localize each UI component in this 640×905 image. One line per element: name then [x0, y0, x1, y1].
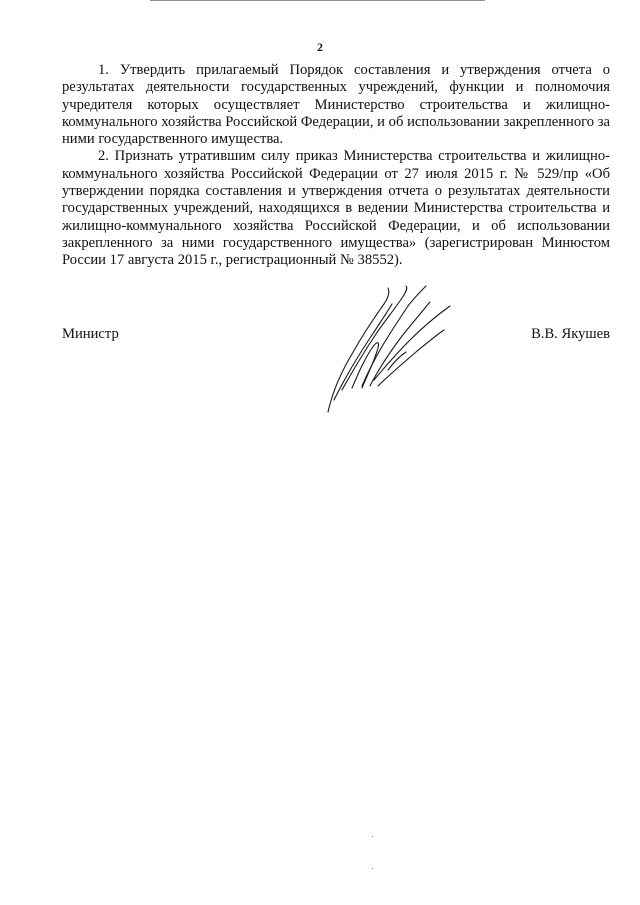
paragraph-approve: 1. Утвердить прилагаемый Порядок составления и утверждения отчета о результатах деятельности государственных учреждений, функции и полномочия учредителя которых осуществляет Министерство строительства и жилищно-коммунального хозяйства Российской Федерации, и об использовании закрепленного за ними государственного имущества. [62, 62, 610, 148]
signatory-name: В.В. Якушев [531, 326, 610, 342]
scan-speck [372, 868, 373, 869]
top-border-line [150, 0, 485, 1]
document-body [62, 62, 610, 270]
page-number: 2 [317, 40, 323, 54]
handwritten-signature [318, 282, 468, 417]
scan-speck [372, 836, 373, 837]
paragraph-repeal: 2. Признать утратившим силу приказ Министерства строительства и жилищно-коммунального хозяйства Российской Федерации от 27 июля 2015 г. № 529/пр «Об утверждении порядка составления и утверждения отчета о результатах деятельности государственных учреждений, находящихся в ведении Министерства строительства и жилищно-коммунального хозяйства Российской Федерации, и об использовании закрепленного за ними государственного имущества» (зарегистрирован Минюстом России 17 августа 2015 г., регистрационный № 38552). [62, 148, 610, 269]
signatory-title: Министр [62, 326, 119, 342]
